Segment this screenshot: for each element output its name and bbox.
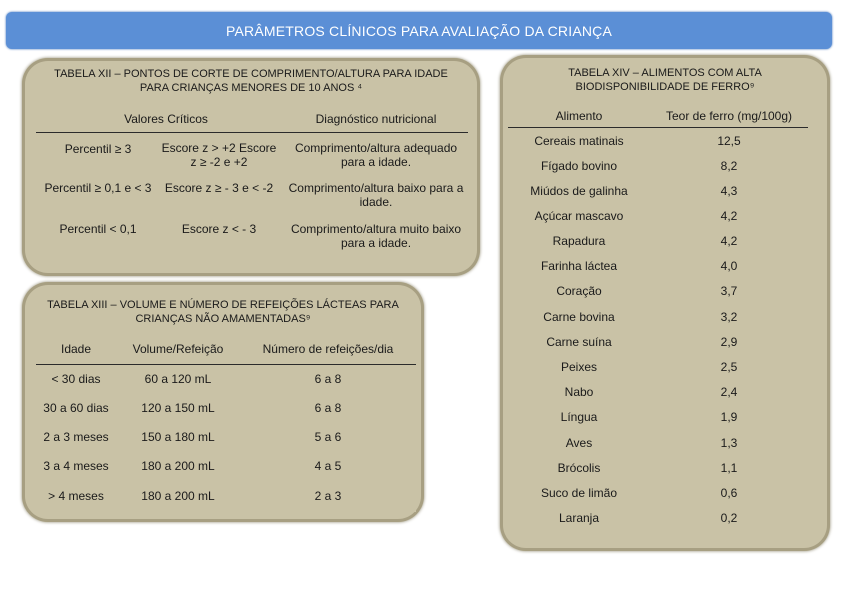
table13-row4-refeicoes: 4 a 5: [314, 459, 342, 473]
table12-row2-percentil: Percentil ≥ 0,1 e < 3: [44, 181, 152, 195]
table14: [508, 103, 804, 537]
table14-row-name: Carne bovina: [543, 310, 615, 324]
table14-caption-line1: TABELA XIV – ALIMENTOS COM ALTA: [568, 67, 762, 79]
table12-caption-line1: TABELA XII – PONTOS DE CORTE DE COMPRIMENTO/ALTURA PARA IDADE: [54, 68, 448, 80]
table13-row5-volume: 180 a 200 mL: [141, 489, 215, 503]
table14-row-name: Aves: [565, 436, 593, 450]
title-banner: [6, 12, 832, 49]
table12-row2-diag: Comprimento/altura baixo para a idade.: [288, 181, 464, 209]
table12: [36, 104, 468, 254]
table14-row-name: Coração: [556, 284, 602, 298]
table13-row5-idade: > 4 meses: [48, 489, 104, 503]
table14-row-value: 1,1: [720, 461, 738, 475]
table14-row-value: 1,9: [720, 410, 738, 424]
table13-row2-volume: 120 a 150 mL: [141, 401, 215, 415]
table14-row-name: Língua: [560, 410, 598, 424]
table12-row3-percentil: Percentil < 0,1: [59, 222, 137, 236]
table12-panel: [22, 58, 480, 276]
table12-header-diag: Diagnóstico nutricional: [315, 112, 437, 126]
table14-row-value: 1,3: [720, 436, 738, 450]
table14-row-value: 0,2: [720, 511, 738, 525]
table14-row-name: Nabo: [564, 385, 594, 399]
table12-row2-escore: Escore z ≥ - 3 e < -2: [164, 181, 274, 195]
table14-row-value: 4,3: [720, 184, 738, 198]
table13-row1-volume: 60 a 120 mL: [144, 372, 212, 386]
page-title: PARÂMETROS CLÍNICOS PARA AVALIAÇÃO DA CRIANÇA: [225, 22, 613, 39]
table13-panel: [22, 282, 424, 522]
table12-header-values: Valores Críticos: [124, 112, 208, 126]
table14-row-value: 2,9: [720, 335, 738, 349]
table14-row-value: 2,4: [720, 385, 738, 399]
table13-caption-line1: TABELA XIII – VOLUME E NÚMERO DE REFEIÇÕES LÁCTEAS PARA: [47, 299, 399, 311]
table14-row-name: Miúdos de galinha: [530, 184, 628, 198]
table14-header-alimento: Alimento: [555, 109, 603, 123]
table14-row-name: Carne suína: [546, 335, 612, 349]
table14-row-name: Suco de limão: [540, 486, 618, 500]
table14-panel: [500, 55, 830, 551]
table13-header-volume: Volume/Refeição: [132, 342, 224, 356]
table14-row-value: 3,2: [720, 310, 738, 324]
table14-row-value: 0,6: [720, 486, 738, 500]
table14-header-teor: Teor de ferro (mg/100g): [665, 109, 793, 123]
table14-caption-line2: BIODISPONIBILIDADE DE FERRO⁹: [575, 81, 755, 93]
table14-row-name: Farinha láctea: [540, 259, 618, 273]
table12-caption-line2: PARA CRIANÇAS MENORES DE 10 ANOS ⁴: [139, 82, 363, 94]
table14-row-name: Açúcar mascavo: [534, 209, 624, 223]
table12-row1-diag: Comprimento/altura adequado para a idade.: [294, 141, 458, 169]
table12-row3-diag: Comprimento/altura muito baixo para a idade.: [290, 222, 462, 250]
table13-row1-refeicoes: 6 a 8: [314, 372, 342, 386]
table13-row3-refeicoes: 5 a 6: [314, 430, 342, 444]
table12-row1-escore: Escore z > +2 Escore z ≥ -2 e +2: [161, 141, 277, 169]
table14-row-value: 12,5: [717, 134, 741, 148]
table13-header-idade: Idade: [60, 342, 92, 356]
table12-row1-percentil: Percentil ≥ 3: [64, 142, 132, 156]
table13-row3-volume: 150 a 180 mL: [141, 430, 215, 444]
table14-row-name: Fígado bovino: [540, 159, 618, 173]
table13: [36, 334, 416, 512]
table14-row-name: Laranja: [558, 511, 600, 525]
table13-row2-refeicoes: 6 a 8: [314, 401, 342, 415]
table13-header-refeicoes: Número de refeições/dia: [262, 342, 394, 356]
table14-row-value: 4,2: [720, 234, 738, 248]
table14-row-value: 8,2: [720, 159, 738, 173]
table14-row-name: Brócolis: [557, 461, 601, 475]
table13-row1-idade: < 30 dias: [51, 372, 101, 386]
table12-row3-escore: Escore z < - 3: [181, 222, 257, 236]
table14-row-value: 4,0: [720, 259, 738, 273]
table13-row4-volume: 180 a 200 mL: [141, 459, 215, 473]
table13-row5-refeicoes: 2 a 3: [314, 489, 342, 503]
table14-row-value: 2,5: [720, 360, 738, 374]
table13-row4-idade: 3 a 4 meses: [43, 459, 109, 473]
table13-row3-idade: 2 a 3 meses: [43, 430, 109, 444]
table14-row-value: 4,2: [720, 209, 738, 223]
table13-caption-line2: CRIANÇAS NÃO AMAMENTADAS⁹: [135, 313, 311, 325]
table14-row-name: Cereais matinais: [534, 134, 624, 148]
table14-row-name: Peixes: [560, 360, 598, 374]
table13-header-divider: [36, 364, 416, 365]
table14-row-name: Rapadura: [552, 234, 606, 248]
table13-row2-idade: 30 a 60 dias: [43, 401, 109, 415]
table14-row-value: 3,7: [720, 284, 738, 298]
table12-header-divider: [36, 132, 468, 133]
table14-header-divider: [508, 127, 808, 128]
